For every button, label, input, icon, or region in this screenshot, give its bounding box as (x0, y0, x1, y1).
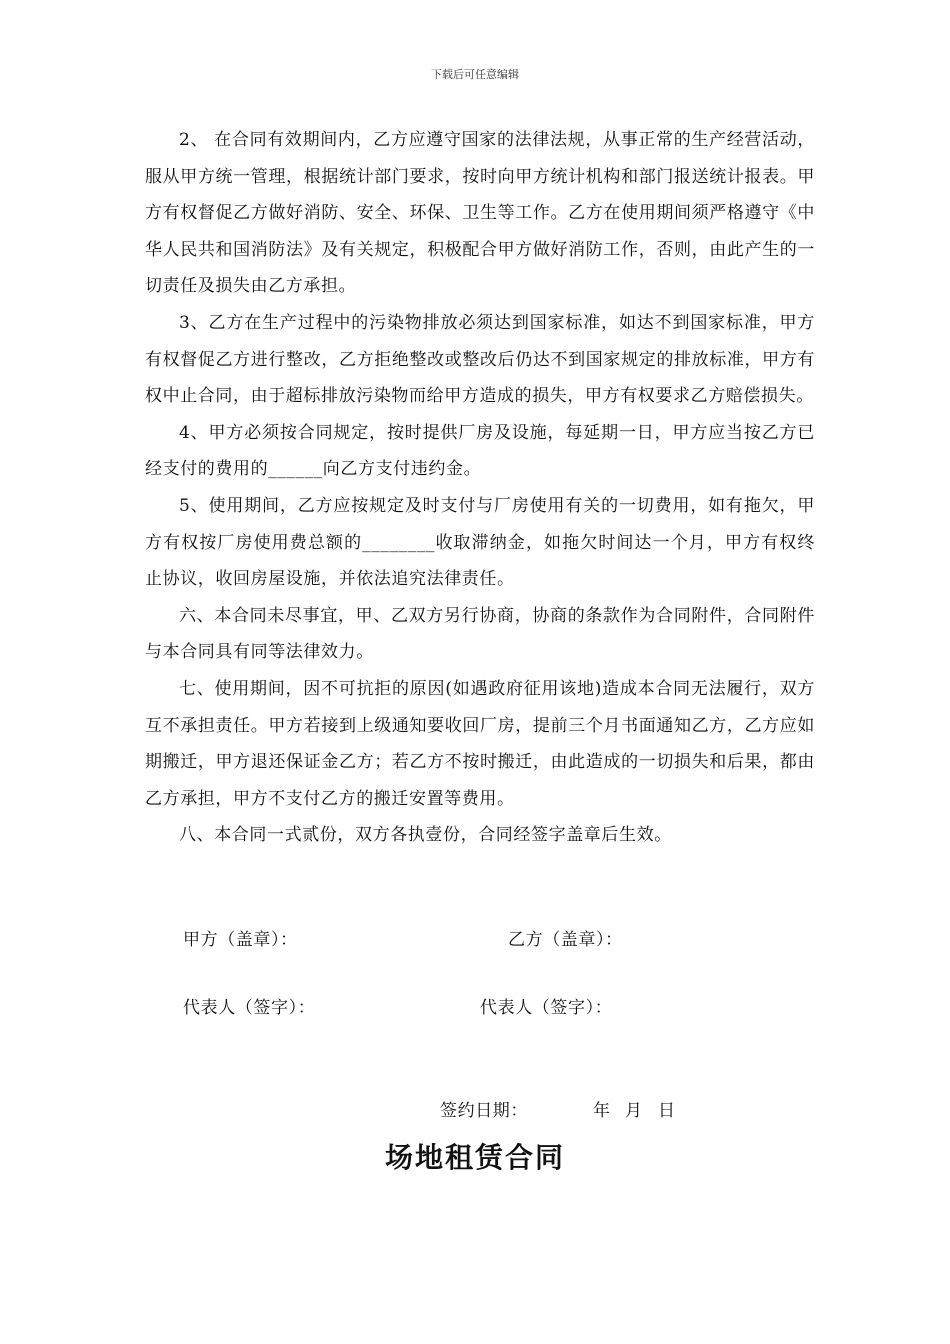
clause-5: 5、使用期间，乙方应按规定及时支付与厂房使用有关的一切费用，如有拖欠，甲方有权按厂房使用费总额的________收取滞纳金，如拖欠时间达一个月，甲方有权终止协议，收回房屋设施，并依法追究法律责任。 (145, 495, 815, 590)
clause-6: 六、本合同未尽事宜，甲、乙双方另行协商，协商的条款作为合同附件，合同附件与本合同具有同等法律效力。 (145, 605, 815, 663)
contract-body (145, 122, 815, 854)
party-a-seal-label: 甲方（盖章）： (183, 930, 298, 950)
date-month-unit: 月 (625, 1101, 643, 1121)
clause-7: 七、使用期间，因不可抗拒的原因(如遇政府征用该地)造成本合同无法履行，双方互不承担责任。甲方若接到上级通知要收回厂房，提前三个月书面通知乙方，乙方应如期搬迁，甲方退还保证金乙方；若乙方不按时搬迁，由此造成的一切损失和后果，都由乙方承担，甲方不支付乙方的搬迁安置等费用。 (145, 678, 815, 809)
document-title: 场地租赁合同 (384, 1141, 565, 1174)
party-b-seal-label: 乙方（盖章）： (508, 930, 623, 950)
signing-date-label: 签约日期： (440, 1101, 528, 1121)
signing-date-row (440, 1096, 676, 1121)
party-b-rep-label: 代表人（签字）： (480, 998, 613, 1018)
date-year-unit: 年 (593, 1101, 611, 1121)
clause-8: 八、本合同一式贰份，双方各执壹份，合同经签字盖章后生效。 (179, 825, 672, 846)
party-a-rep-label: 代表人（签字）： (183, 998, 316, 1018)
date-day-unit: 日 (658, 1101, 676, 1121)
header-note: 下载后可任意编辑 (431, 68, 519, 81)
clause-3: 3、乙方在生产过程中的污染物排放必须达到国家标准，如达不到国家标准，甲方有权督促乙方进行整改，乙方拒绝整改或整改后仍达不到国家规定的排放标准，甲方有权中止合同，由于超标排放污染物而给甲方造成的损失，甲方有权要求乙方赔偿损失。 (145, 312, 815, 407)
clause-2: 2、 在合同有效期间内，乙方应遵守国家的法律法规，从事正常的生产经营活动，服从甲方统一管理，根据统计部门要求，按时向甲方统计机构和部门报送统计报表。甲方有权督促乙方做好消防、安全、环保、卫生等工作。乙方在使用期间须严格遵守《中华人民共和国消防法》及有关规定，积极配合甲方做好消防工作，否则，由此产生的一切责任及损失由乙方承担。 (145, 130, 815, 297)
clause-4: 4、甲方必须按合同规定，按时提供厂房及设施，每延期一日，甲方应当按乙方已经支付的费用的______向乙方支付违约金。 (145, 422, 815, 480)
